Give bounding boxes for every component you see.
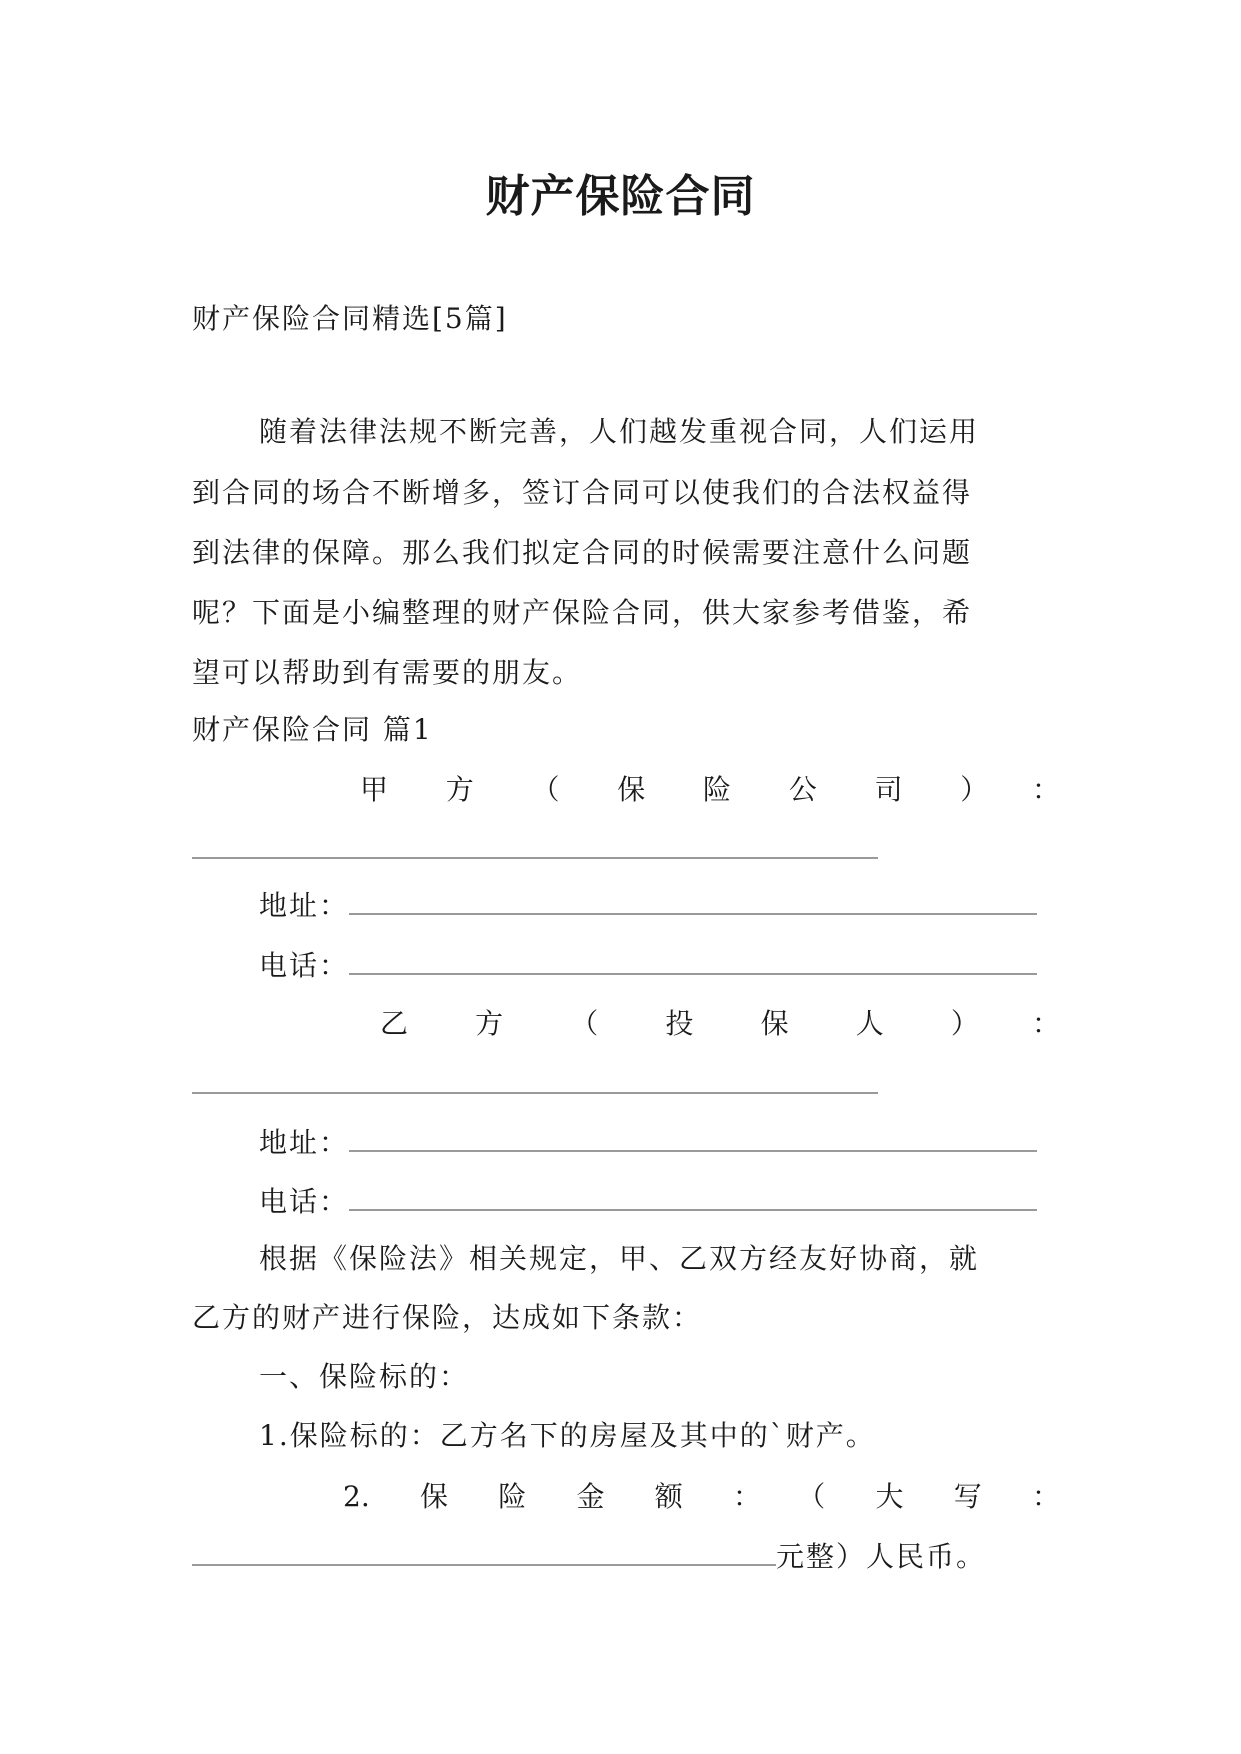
- intro-line: 望可以帮助到有需要的朋友。: [192, 656, 583, 689]
- intro-line: 随着法律法规不断完善，人们越发重视合同，人们运用: [259, 415, 980, 448]
- party-b-phone-blank[interactable]: [349, 1187, 1037, 1211]
- intro-line: 到合同的场合不断增多，签订合同可以使我们的合法权益得: [192, 476, 973, 509]
- body-line: 根据《保险法》相关规定，甲、乙双方经友好协商，就: [259, 1242, 980, 1275]
- amount-label: 2.保险金额：（大写：: [343, 1480, 1060, 1513]
- amount-blank[interactable]: [192, 1542, 776, 1566]
- section-heading: 财产保险合同 篇1: [192, 713, 433, 746]
- party-a-phone-row: [259, 949, 1037, 983]
- phone-label: 电话：: [259, 949, 350, 982]
- body-line: 乙方的财产进行保险，达成如下条款：: [192, 1301, 703, 1334]
- address-label: 地址：: [259, 1126, 350, 1159]
- clause-heading: 一、保险标的：: [259, 1360, 470, 1393]
- party-b-label: 乙方（投保人）：: [380, 1007, 1060, 1040]
- intro-line: 呢？下面是小编整理的财产保险合同，供大家参考借鉴，希: [192, 596, 973, 629]
- party-b-phone-row: [259, 1185, 1037, 1219]
- phone-label: 电话：: [259, 1185, 350, 1218]
- party-a-address-row: [259, 889, 1037, 923]
- party-a-label: 甲方（保险公司）：: [360, 773, 1060, 806]
- intro-line: 到法律的保障。那么我们拟定合同的时候需要注意什么问题: [192, 536, 973, 569]
- party-a-phone-blank[interactable]: [349, 951, 1037, 975]
- party-a-name-blank[interactable]: [192, 857, 878, 859]
- document-subtitle: 财产保险合同精选[5篇]: [192, 302, 508, 335]
- address-label: 地址：: [259, 889, 350, 922]
- amount-row: [192, 1540, 986, 1574]
- amount-suffix: 元整）人民币。: [776, 1540, 987, 1573]
- document-title: 财产保险合同: [485, 171, 756, 222]
- party-b-address-blank[interactable]: [349, 1128, 1037, 1152]
- party-b-name-blank[interactable]: [192, 1092, 878, 1094]
- party-b-address-row: [259, 1126, 1037, 1160]
- party-a-address-blank[interactable]: [349, 891, 1037, 915]
- clause-item: 1.保险标的：乙方名下的房屋及其中的`财产。: [259, 1419, 876, 1452]
